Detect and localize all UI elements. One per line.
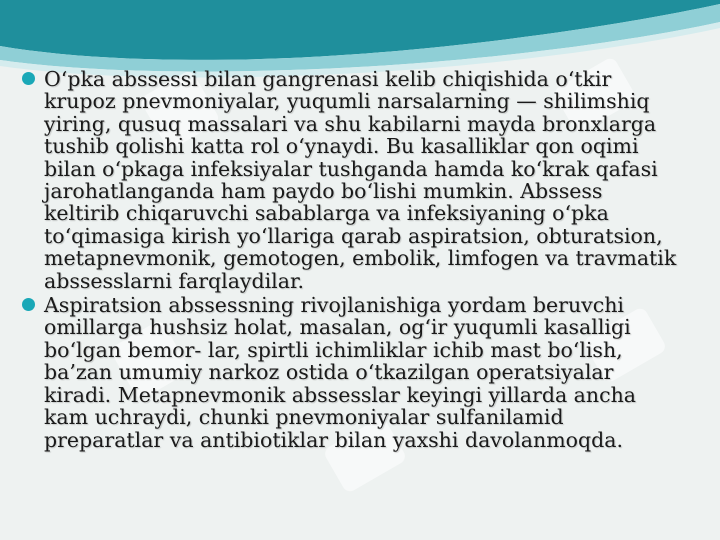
slide-content — [22, 68, 682, 453]
bullet-item — [22, 68, 682, 292]
bullet-item — [22, 294, 682, 451]
bullet-text: O‘pka abssessi bilan gangrenasi kelib chiqishida o‘tkir krupoz pnevmoniyalar, yuqumli narsalarning — shilimshiq yiring, qusuq massalari va shu kabilarni mayda bronxlarga tushib qolishi katta rol o‘ynaydi. Bu kasalliklar qon oqimi bilan o‘pkaga infeksiyalar tushganda hamda ko‘krak qafasi jarohatlanganda ham paydo bo‘lishi mumkin. Abssess keltirib chiqaruvchi sabablarga va infeksiyaning o‘pka to‘qimasiga kirish yo‘llariga qarab aspiratsion, obturatsion, metapnevmonik, gemotogen, embolik, limfogen va travmatik abssesslarni farqlaydilar. — [44, 67, 677, 293]
bullet-dot-icon — [22, 72, 35, 85]
bullet-dot-icon — [22, 298, 35, 311]
bullet-text: Aspiratsion abssessning rivojlanishiga yordam beruvchi omillarga hushsiz holat, masalan, og‘ir yuqumli kasalligi bo‘lgan bemor- lar, spirtli ichimliklar ichib mast bo‘lish, ba’zan umumiy narkoz ostida o‘tkazilgan operatsiyalar kiradi. Metapnevmonik abssesslar keyingi yillarda ancha kam uchraydi, chunki pnevmoniyalar sulfanilamid preparatlar va antibiotiklar bilan yaxshi davolanmoqda. — [44, 293, 637, 452]
